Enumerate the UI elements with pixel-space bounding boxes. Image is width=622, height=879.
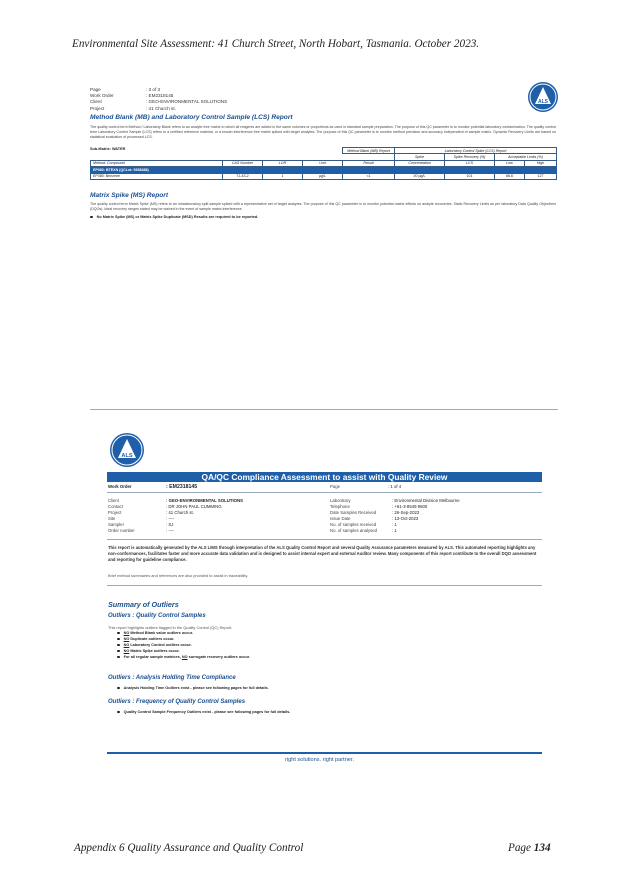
bullet-icon <box>90 216 93 219</box>
group-lcs-header: Laboratory Control Spike (LCS) Report <box>395 148 557 154</box>
work-order-rule <box>107 492 542 493</box>
info-row-contact: Contact : DR JOHN PAUL CUMMING <box>108 504 222 510</box>
table-row: EP080: Benzene 71-43-2 1 µg/L <1 20 µg/L 101 66.6 127 <box>91 173 557 179</box>
qc-samples-list <box>117 630 250 660</box>
col-unit: Unit <box>303 160 343 166</box>
info-row-project: Project : 41 Church st. <box>90 105 176 111</box>
list-item: For all regular sample matrices, NO surrogate recovery outliers occur. <box>117 654 250 660</box>
ms-note: No Matrix Spike (MS) or Matrix Spike Duplicate (MSD) Results are required to be reported. <box>90 214 258 220</box>
als-logo-icon <box>528 82 558 112</box>
bullet-icon <box>117 632 120 635</box>
info-row-laboratory: Laboratory : Environmental Division Melbourne <box>330 498 460 503</box>
info-row-samples-analysed: No. of samples analysed : 1 <box>330 528 397 534</box>
info-row-site: Site : ---- <box>108 516 175 522</box>
client-info <box>108 498 243 535</box>
col-high: High <box>525 160 557 166</box>
report-divider <box>90 409 558 410</box>
col-cas: CAS Number <box>223 160 263 166</box>
info-rule <box>107 539 542 540</box>
qc-samples-intro: This report highlights outliers flagged in the Quality Control (QC) Report. <box>108 625 233 630</box>
list-item: NO Matrix Spike outliers occur. <box>117 648 250 654</box>
als-logo-text: ALS <box>121 453 133 459</box>
col-lor: LOR <box>263 160 303 166</box>
bullet-icon <box>117 638 120 641</box>
list-item: NO Duplicate outliers occur. <box>117 636 250 642</box>
info-row-work-order: Work Order : EM2318145 <box>90 93 174 99</box>
mb-lcs-description: The quality control term Method / Laboratory Blank refers to an analyte free matrix to which all reagents are added in the same volumes or proportions as used in standard sample preparation. The purpose of this QC parameter is to monitor potential laboratory contamination. The quality control term Laboratory Control Sample (LCS) refers to a certified reference material, or a known interference free matrix spiked with target analytes. The purpose of this QC parameter is to monitor method precision and accuracy independent of sample matrix. Dynamic Recovery Limits are based on statistical evaluation of processed LCS. <box>90 125 556 140</box>
ms-title: Matrix Spike (MS) Report <box>90 192 169 199</box>
bullet-icon <box>117 687 120 690</box>
qaqc-banner: QA/QC Compliance Assessment to assist with Quality Review <box>107 472 542 482</box>
notice-rule <box>107 585 542 586</box>
info-row-client: Client : GEO-ENVIRONMENTAL SOLUTIONS <box>108 498 243 503</box>
sub-matrix-label: Sub-Matrix: WATER <box>90 147 126 151</box>
frequency-title: Outliers : Frequency of Quality Control Samples <box>108 699 246 705</box>
als-logo <box>528 82 558 112</box>
document-header: Environmental Site Assessment: 41 Church Street, North Hobart, Tasmania. October 2023. <box>72 38 480 50</box>
lab-info <box>330 498 460 535</box>
info-row-sampler: Sampler : SJ <box>108 522 174 528</box>
mb-lcs-title: Method Blank (MB) and Laboratory Control Sample (LCS) Report <box>90 114 293 121</box>
holding-time-title: Outliers : Analysis Holding Time Compliance <box>108 675 236 681</box>
bullet-icon <box>117 656 120 659</box>
list-item: NO Method Blank value outliers occur. <box>117 630 250 636</box>
bullet-icon <box>117 644 120 647</box>
brief-note: Brief method summaries and references are also provided to assist in traceability. <box>108 573 249 578</box>
als-logo-text: ALS <box>538 99 548 105</box>
info-row-samples-received: No. of samples received : 1 <box>330 522 397 528</box>
als-logo-icon <box>110 433 144 467</box>
method-row: EP080: BTEXN (QCLot: 5358388) <box>91 167 557 173</box>
page-number: Page 134 <box>508 842 551 854</box>
group-mb-header: Method Blank (MB) Report <box>343 148 395 154</box>
report1-info <box>90 87 227 112</box>
work-order-line: Work Order : EM2318145 <box>108 484 198 490</box>
info-row-date-received: Date Samples Received : 26-Sep-2023 <box>330 510 420 516</box>
summary-title: Summary of Outliers <box>108 600 179 609</box>
qc-samples-title: Outliers : Quality Control Samples <box>108 613 206 619</box>
holding-time-item: Analysis Holding Time Outliers exist - please see following pages for full details. <box>117 685 269 691</box>
appendix-footer: Appendix 6 Quality Assurance and Quality Control <box>74 842 304 854</box>
col-compound: Method: Compound <box>91 160 223 166</box>
page-line: Page : 1 of 4 <box>330 484 402 489</box>
info-row-order-number: Order number : ---- <box>108 528 175 534</box>
bullet-icon <box>117 650 120 653</box>
info-row-page: Page : 3 of 3 <box>90 87 161 92</box>
col-lcs: LCS <box>445 160 495 166</box>
info-row-client: Client : GEO-ENVIRONMENTAL SOLUTIONS <box>90 99 228 105</box>
info-row-project: Project : 41 Church st. <box>108 510 194 516</box>
als-logo-2 <box>110 433 144 467</box>
list-item: NO Laboratory Control outliers occur. <box>117 642 250 648</box>
col-concentration: Concentration <box>395 160 445 166</box>
mb-lcs-table <box>90 147 557 180</box>
footer-rule <box>107 752 542 754</box>
col-result: Result <box>343 160 395 166</box>
bullet-icon <box>117 711 120 714</box>
info-row-issue-date: Issue Date : 13-Oct-2023 <box>330 516 419 522</box>
frequency-item: Quality Control Sample Frequency Outliers exist - please see following pages for full details. <box>117 709 290 715</box>
col-low: Low <box>495 160 525 166</box>
spike-header: Spike <box>395 154 445 160</box>
spike-recovery-header: Spike Recovery (%) <box>445 154 495 160</box>
ms-description: The quality control term Matrix Spike (MS) refers to an intralaboratory split sample spiked with a representative set of target analytes. The purpose of this QC parameter is to monitor potential matrix effects on analyte recoveries. Static Recovery Limits as per laboratory Data Quality Objectives (DQOs). Ideal recovery ranges stated may be waived in the event of sample matrix interference. <box>90 202 556 212</box>
tagline: right solutions. right partner. <box>285 757 355 763</box>
automated-notice: This report is automatically generated by the ALS LIMS through interpretation of the ALS Quality Control Report and several Quality Assurance parameters measured by ALS. This automated reporting highlights any non-conformances, facilitates faster and more accurate data validation and is designed to assist internal expert and external Auditor review. Many components of this report contribute to the overall DQO assessment and reporting for guideline compliance. <box>108 545 537 562</box>
acceptable-limits-header: Acceptable Limits (%) <box>495 154 557 160</box>
info-row-telephone: Telephone : +61-3-8549 9600 <box>330 504 428 510</box>
